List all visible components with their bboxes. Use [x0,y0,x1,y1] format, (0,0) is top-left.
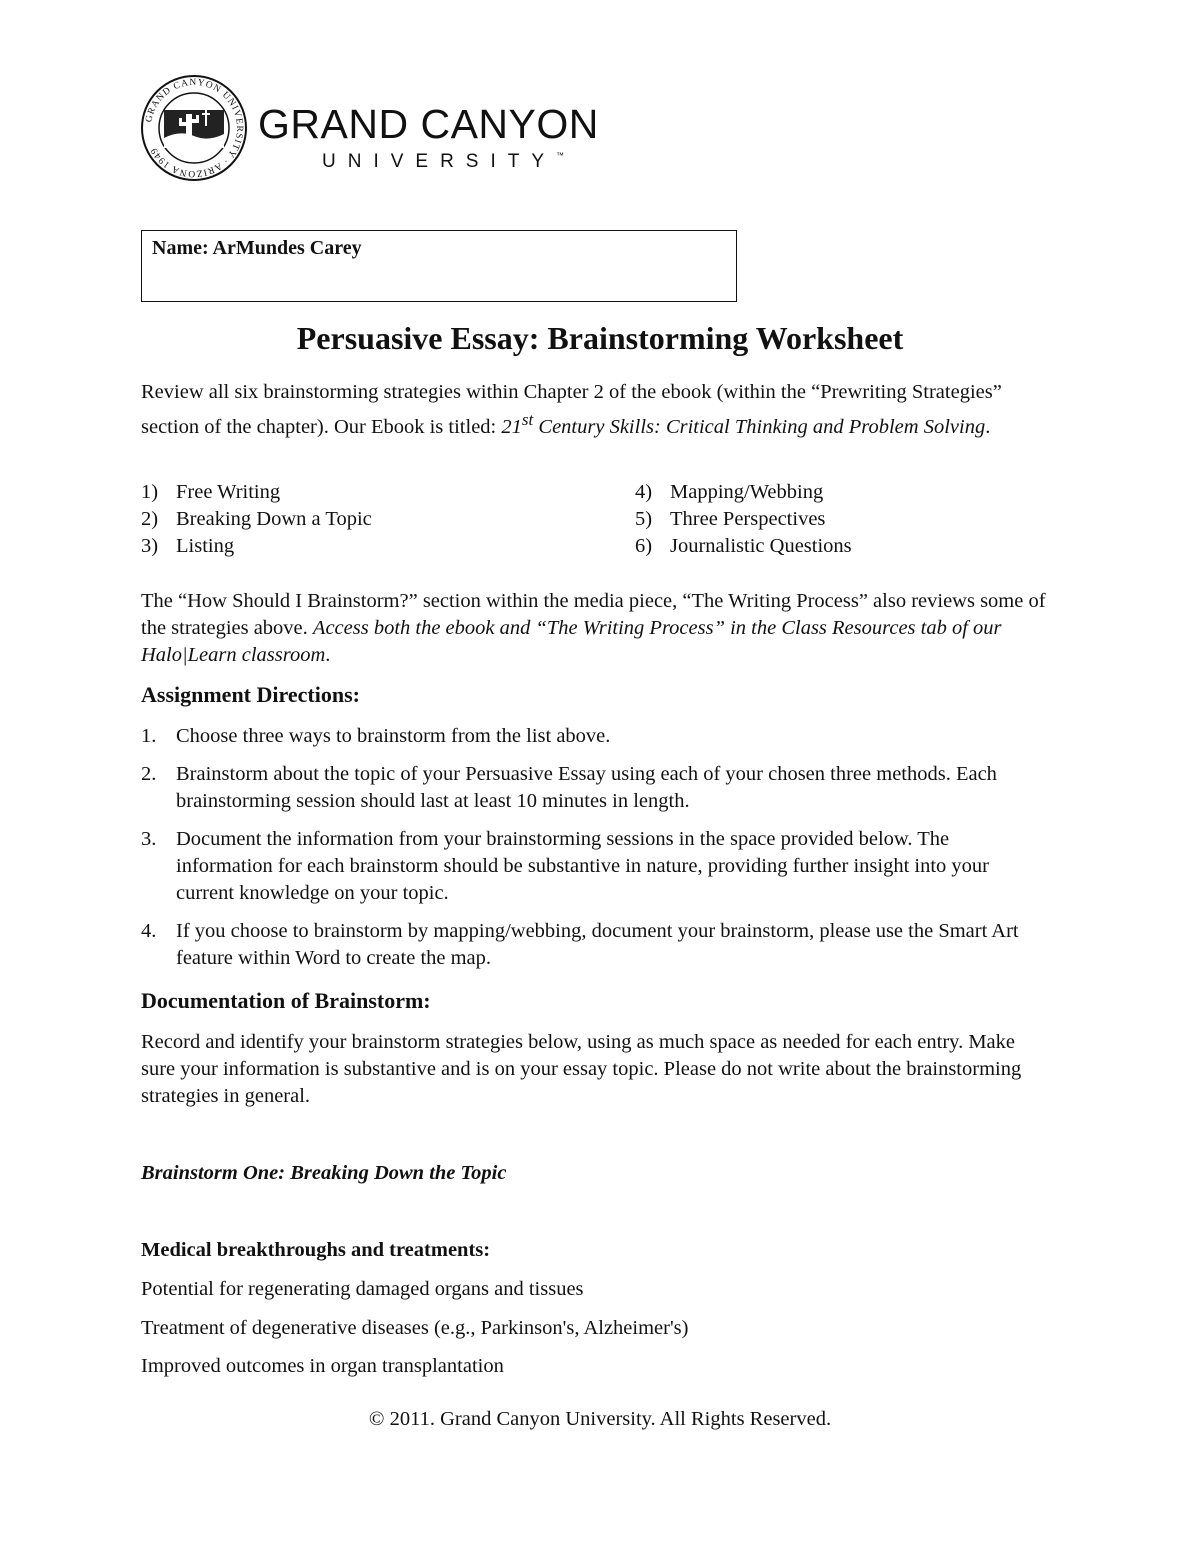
svg-text:GRAND CANYON UNIVERSITY · ARIZ: GRAND CANYON UNIVERSITY · ARIZONA 1949 [144,77,245,179]
strategy-list-left [141,479,372,560]
directions-list [141,723,1051,983]
list-item: 1. Choose three ways to brainstorm from the list above. [141,725,611,747]
list-item: 4. If you choose to brainstorm by mapping/webbing, document your brainstorm, please use the Smart Art feature within Word to create the map. [141,920,1019,969]
page-title: Persuasive Essay: Brainstorming Worksheet [296,320,904,356]
list-item: 6) Journalistic Questions [635,535,852,557]
record-paragraph: Record and identify your brainstorm strategies below, using as much space as needed for each entry. Make sure your information is substantive and is on your essay topic. Please do not write about the brainstorming strategies in general. [141,1031,1022,1107]
assignment-directions-heading: Assignment Directions: [141,682,360,707]
list-item: 3) Listing [141,535,235,557]
documentation-heading: Documentation of Brainstorm: [141,988,431,1013]
list-item: 4) Mapping/Webbing [635,481,824,503]
student-name: Name: ArMundes Carey [152,237,362,259]
medical-heading: Medical breakthroughs and treatments: [141,1239,491,1261]
list-item: 3. Document the information from your brainstorming sessions in the space provided below. The information for each brainstorm should be substantive in nature, providing further insight into your current knowledge on your topic. [141,828,990,904]
list-item: 2) Breaking Down a Topic [141,508,372,530]
strategy-list-right [635,479,852,560]
intro-paragraph: Review all six brainstorming strategies within Chapter 2 of the ebook (within the “Prewriting Strategies” section of the chapter). Our Ebook is titled: 21st Century Skills: Critical Thinking and Problem Solving. [141,381,1002,438]
university-seal-logo [140,74,248,182]
list-item: 5) Three Perspectives [635,508,826,530]
brainstorm-one-heading: Brainstorm One: Breaking Down the Topic [141,1162,507,1184]
name-box [141,230,737,302]
logo-wordmark-line1: GRAND CANYON [258,101,599,147]
medical-point: Improved outcomes in organ transplantation [141,1355,504,1377]
list-item: 1) Free Writing [141,481,281,503]
list-item: 2. Brainstorm about the topic of your Persuasive Essay using each of your chosen three methods. Each brainstorming session should last at least 10 minutes in length. [141,763,997,812]
logo-wordmark-line2: UNIVERSITY™ [322,151,565,172]
copyright-footer: © 2011. Grand Canyon University. All Rights Reserved. [368,1408,832,1430]
medical-point: Potential for regenerating damaged organs and tissues [141,1278,584,1300]
medical-point: Treatment of degenerative diseases (e.g., Parkinson's, Alzheimer's) [141,1317,689,1339]
media-paragraph: The “How Should I Brainstorm?” section within the media piece, “The Writing Process” also reviews some of the strategies above. Access both the ebook and “The Writing Process” in the Class Resources tab of our Halo|Learn classroom. [141,590,1046,666]
